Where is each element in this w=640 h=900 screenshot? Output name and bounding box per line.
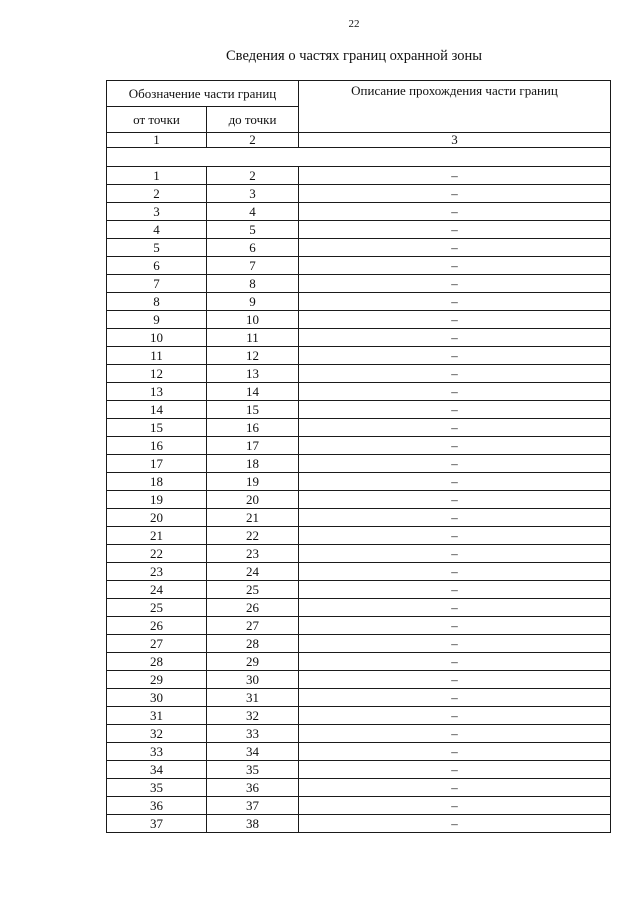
- from-point-cell: 35: [107, 779, 207, 797]
- table-body: [107, 81, 611, 833]
- from-point-cell: 32: [107, 725, 207, 743]
- table-row: [107, 347, 611, 365]
- to-point-cell: 14: [207, 383, 299, 401]
- table-row: [107, 743, 611, 761]
- header-description: Описание прохождения части границ: [299, 81, 611, 133]
- from-point-cell: 3: [107, 203, 207, 221]
- description-cell: –: [299, 617, 611, 635]
- table-row: [107, 437, 611, 455]
- from-point-cell: 36: [107, 797, 207, 815]
- from-point-cell: 9: [107, 311, 207, 329]
- table-row: [107, 725, 611, 743]
- header-row-1: [107, 81, 611, 107]
- description-cell: –: [299, 653, 611, 671]
- to-point-cell: 31: [207, 689, 299, 707]
- to-point-cell: 8: [207, 275, 299, 293]
- table-row: [107, 779, 611, 797]
- table-row: [107, 563, 611, 581]
- to-point-cell: 6: [207, 239, 299, 257]
- description-cell: –: [299, 365, 611, 383]
- table-row: [107, 671, 611, 689]
- description-cell: –: [299, 581, 611, 599]
- to-point-cell: 4: [207, 203, 299, 221]
- table-row: [107, 581, 611, 599]
- from-point-cell: 11: [107, 347, 207, 365]
- from-point-cell: 10: [107, 329, 207, 347]
- to-point-cell: 9: [207, 293, 299, 311]
- table-row: [107, 455, 611, 473]
- description-cell: –: [299, 293, 611, 311]
- to-point-cell: 26: [207, 599, 299, 617]
- from-point-cell: 23: [107, 563, 207, 581]
- to-point-cell: 19: [207, 473, 299, 491]
- from-point-cell: 21: [107, 527, 207, 545]
- description-cell: –: [299, 545, 611, 563]
- table-row: [107, 383, 611, 401]
- description-cell: –: [299, 509, 611, 527]
- boundary-parts-table: [106, 80, 611, 833]
- table-row: [107, 527, 611, 545]
- table-row: [107, 635, 611, 653]
- table-row: [107, 419, 611, 437]
- table-row: [107, 401, 611, 419]
- from-point-cell: 12: [107, 365, 207, 383]
- to-point-cell: 32: [207, 707, 299, 725]
- description-cell: –: [299, 455, 611, 473]
- table-row: [107, 761, 611, 779]
- table-row: [107, 257, 611, 275]
- description-cell: –: [299, 401, 611, 419]
- from-point-cell: 7: [107, 275, 207, 293]
- page-number: 22: [348, 18, 360, 30]
- table-row: [107, 221, 611, 239]
- to-point-cell: 33: [207, 725, 299, 743]
- description-cell: –: [299, 221, 611, 239]
- to-point-cell: 37: [207, 797, 299, 815]
- to-point-cell: 16: [207, 419, 299, 437]
- to-point-cell: 7: [207, 257, 299, 275]
- to-point-cell: 23: [207, 545, 299, 563]
- to-point-cell: 15: [207, 401, 299, 419]
- table-row: [107, 239, 611, 257]
- from-point-cell: 20: [107, 509, 207, 527]
- from-point-cell: 37: [107, 815, 207, 833]
- table-row: [107, 311, 611, 329]
- to-point-cell: 13: [207, 365, 299, 383]
- description-cell: –: [299, 203, 611, 221]
- to-point-cell: 29: [207, 653, 299, 671]
- to-point-cell: 20: [207, 491, 299, 509]
- to-point-cell: 11: [207, 329, 299, 347]
- table-row: [107, 653, 611, 671]
- from-point-cell: 16: [107, 437, 207, 455]
- from-point-cell: 25: [107, 599, 207, 617]
- to-point-cell: 36: [207, 779, 299, 797]
- from-point-cell: 33: [107, 743, 207, 761]
- table-row: [107, 203, 611, 221]
- to-point-cell: 28: [207, 635, 299, 653]
- from-point-cell: 24: [107, 581, 207, 599]
- to-point-cell: 3: [207, 185, 299, 203]
- table-row: [107, 365, 611, 383]
- to-point-cell: 34: [207, 743, 299, 761]
- header-boundary-part-designation: Обозначение части границ: [107, 81, 299, 107]
- description-cell: –: [299, 257, 611, 275]
- table-row: [107, 707, 611, 725]
- from-point-cell: 29: [107, 671, 207, 689]
- table-row: [107, 545, 611, 563]
- from-point-cell: 6: [107, 257, 207, 275]
- from-point-cell: 18: [107, 473, 207, 491]
- to-point-cell: 25: [207, 581, 299, 599]
- table-row: [107, 491, 611, 509]
- to-point-cell: 38: [207, 815, 299, 833]
- from-point-cell: 14: [107, 401, 207, 419]
- description-cell: –: [299, 167, 611, 185]
- header-from-point: от точки: [107, 107, 207, 133]
- table-row: [107, 293, 611, 311]
- from-point-cell: 22: [107, 545, 207, 563]
- from-point-cell: 8: [107, 293, 207, 311]
- description-cell: –: [299, 383, 611, 401]
- description-cell: –: [299, 527, 611, 545]
- to-point-cell: 17: [207, 437, 299, 455]
- from-point-cell: 30: [107, 689, 207, 707]
- from-point-cell: 19: [107, 491, 207, 509]
- description-cell: –: [299, 275, 611, 293]
- to-point-cell: 2: [207, 167, 299, 185]
- to-point-cell: 30: [207, 671, 299, 689]
- column-number-3: 3: [299, 133, 611, 148]
- description-cell: –: [299, 689, 611, 707]
- description-cell: –: [299, 779, 611, 797]
- column-number-row: [107, 133, 611, 148]
- from-point-cell: 28: [107, 653, 207, 671]
- table-row: [107, 167, 611, 185]
- blank-row: [107, 148, 611, 167]
- from-point-cell: 15: [107, 419, 207, 437]
- description-cell: –: [299, 725, 611, 743]
- from-point-cell: 26: [107, 617, 207, 635]
- description-cell: –: [299, 743, 611, 761]
- to-point-cell: 18: [207, 455, 299, 473]
- from-point-cell: 2: [107, 185, 207, 203]
- from-point-cell: 31: [107, 707, 207, 725]
- table-row: [107, 509, 611, 527]
- to-point-cell: 12: [207, 347, 299, 365]
- description-cell: –: [299, 635, 611, 653]
- description-cell: –: [299, 347, 611, 365]
- description-cell: –: [299, 815, 611, 833]
- description-cell: –: [299, 239, 611, 257]
- to-point-cell: 5: [207, 221, 299, 239]
- header-to-point: до точки: [207, 107, 299, 133]
- to-point-cell: 10: [207, 311, 299, 329]
- description-cell: –: [299, 419, 611, 437]
- table-row: [107, 797, 611, 815]
- from-point-cell: 4: [107, 221, 207, 239]
- table-row: [107, 815, 611, 833]
- description-cell: –: [299, 563, 611, 581]
- table-row: [107, 185, 611, 203]
- blank-row-cell: [107, 148, 611, 167]
- document-title: Сведения о частях границ охранной зоны: [226, 48, 482, 64]
- table-row: [107, 329, 611, 347]
- description-cell: –: [299, 491, 611, 509]
- table-row: [107, 275, 611, 293]
- from-point-cell: 27: [107, 635, 207, 653]
- to-point-cell: 27: [207, 617, 299, 635]
- description-cell: –: [299, 707, 611, 725]
- from-point-cell: 34: [107, 761, 207, 779]
- description-cell: –: [299, 329, 611, 347]
- column-number-1: 1: [107, 133, 207, 148]
- table-row: [107, 617, 611, 635]
- description-cell: –: [299, 311, 611, 329]
- column-number-2: 2: [207, 133, 299, 148]
- description-cell: –: [299, 185, 611, 203]
- description-cell: –: [299, 797, 611, 815]
- to-point-cell: 21: [207, 509, 299, 527]
- from-point-cell: 5: [107, 239, 207, 257]
- from-point-cell: 17: [107, 455, 207, 473]
- from-point-cell: 13: [107, 383, 207, 401]
- to-point-cell: 24: [207, 563, 299, 581]
- table-row: [107, 689, 611, 707]
- description-cell: –: [299, 671, 611, 689]
- to-point-cell: 35: [207, 761, 299, 779]
- description-cell: –: [299, 473, 611, 491]
- description-cell: –: [299, 761, 611, 779]
- table-row: [107, 473, 611, 491]
- description-cell: –: [299, 437, 611, 455]
- table-row: [107, 599, 611, 617]
- from-point-cell: 1: [107, 167, 207, 185]
- to-point-cell: 22: [207, 527, 299, 545]
- description-cell: –: [299, 599, 611, 617]
